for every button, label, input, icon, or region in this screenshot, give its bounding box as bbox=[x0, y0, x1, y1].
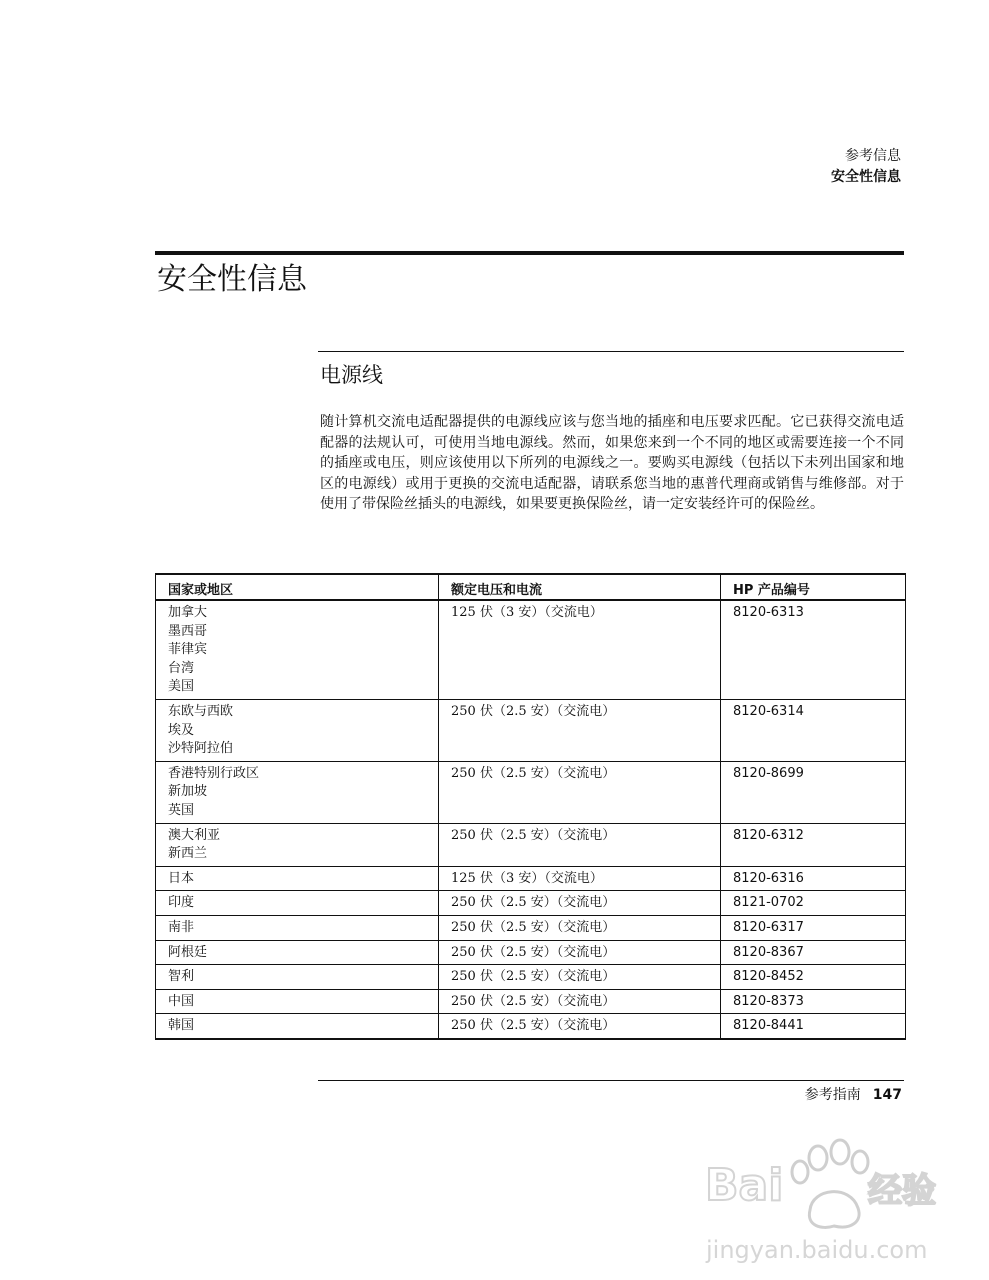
region-name: 美国 bbox=[168, 679, 195, 695]
table-row bbox=[156, 891, 906, 916]
cell-regions bbox=[156, 940, 439, 965]
table-row bbox=[156, 965, 906, 990]
running-header-section: 参考信息 bbox=[845, 148, 901, 164]
region-name: 新西兰 bbox=[168, 846, 208, 862]
region-name: 韩国 bbox=[168, 1018, 195, 1034]
region-name: 沙特阿拉伯 bbox=[168, 741, 234, 757]
cell-regions bbox=[156, 1014, 439, 1039]
table-row bbox=[156, 866, 906, 891]
section-paragraph: 随计算机交流电适配器提供的电源线应该与您当地的插座和电压要求匹配。它已获得交流电适配器的法规认可，可使用当地电源线。然而，如果您来到一个不同的地区或需要连接一个不同的插座或电压，则应该使用以下所列的电源线之一。要购买电源线（包括以下未列出国家和地区的电源线）或用于更换的交流电适配器，请联系您当地的惠普代理商或销售与维修部。对于使用了带保险丝插头的电源线，如果要更换保险丝，请一定安装经许可的保险丝。 bbox=[320, 414, 904, 513]
cell-rating: 125 伏（3 安）（交流电） bbox=[439, 600, 721, 699]
table-row bbox=[156, 600, 906, 699]
cell-regions bbox=[156, 823, 439, 866]
cell-part-number: 8120-6312 bbox=[721, 823, 906, 866]
section-title: 电源线 bbox=[320, 363, 383, 387]
table-row bbox=[156, 1014, 906, 1039]
cell-part-number: 8120-8367 bbox=[721, 940, 906, 965]
cell-rating: 250 伏（2.5 安）（交流电） bbox=[439, 891, 721, 916]
baidu-jingyan-watermark bbox=[700, 1130, 950, 1270]
region-name: 阿根廷 bbox=[168, 944, 208, 960]
cell-rating: 250 伏（2.5 安）（交流电） bbox=[439, 1014, 721, 1039]
table-row bbox=[156, 823, 906, 866]
table-row bbox=[156, 940, 906, 965]
footer-rule bbox=[318, 1080, 904, 1081]
cell-rating: 250 伏（2.5 安）（交流电） bbox=[439, 915, 721, 940]
cell-rating: 250 伏（2.5 安）（交流电） bbox=[439, 761, 721, 823]
svg-text:经验: 经验 bbox=[868, 1171, 936, 1211]
table-row bbox=[156, 915, 906, 940]
watermark-logo bbox=[700, 1130, 950, 1270]
cell-part-number: 8120-6317 bbox=[721, 915, 906, 940]
region-name: 新加坡 bbox=[168, 784, 208, 800]
cell-regions bbox=[156, 600, 439, 699]
table-row bbox=[156, 989, 906, 1014]
table-body bbox=[156, 600, 906, 1039]
cell-regions bbox=[156, 761, 439, 823]
page-title: 安全性信息 bbox=[157, 262, 307, 297]
region-name: 墨西哥 bbox=[168, 623, 208, 639]
watermark-url: jingyan.baidu.com bbox=[706, 1236, 928, 1264]
cell-part-number: 8120-8373 bbox=[721, 989, 906, 1014]
cell-regions bbox=[156, 965, 439, 990]
cell-part-number: 8120-8452 bbox=[721, 965, 906, 990]
cell-regions bbox=[156, 915, 439, 940]
cell-part-number: 8121-0702 bbox=[721, 891, 906, 916]
region-name: 台湾 bbox=[168, 660, 195, 676]
region-name: 智利 bbox=[168, 969, 195, 985]
region-name: 菲律宾 bbox=[168, 642, 208, 658]
page-number: 147 bbox=[872, 1087, 902, 1103]
region-name: 澳大利亚 bbox=[168, 827, 221, 843]
cell-rating: 250 伏（2.5 安）（交流电） bbox=[439, 965, 721, 990]
running-header-subsection: 安全性信息 bbox=[831, 169, 901, 185]
table-row bbox=[156, 699, 906, 761]
section-rule bbox=[318, 351, 904, 352]
cell-rating: 250 伏（2.5 安）（交流电） bbox=[439, 823, 721, 866]
column-header-rating: 额定电压和电流 bbox=[439, 574, 721, 600]
region-name: 日本 bbox=[168, 870, 195, 886]
page-footer bbox=[805, 1085, 902, 1105]
footer-guide-name: 参考指南 bbox=[804, 1087, 861, 1103]
region-name: 英国 bbox=[168, 802, 195, 818]
cell-part-number: 8120-6314 bbox=[721, 699, 906, 761]
column-header-region: 国家或地区 bbox=[156, 574, 439, 600]
region-name: 东欧与西欧 bbox=[168, 703, 234, 719]
region-name: 印度 bbox=[168, 895, 195, 911]
cell-regions bbox=[156, 699, 439, 761]
region-name: 中国 bbox=[168, 993, 195, 1009]
region-name: 香港特别行政区 bbox=[168, 765, 260, 781]
region-name: 南非 bbox=[168, 919, 195, 935]
cell-part-number: 8120-8699 bbox=[721, 761, 906, 823]
power-cord-table bbox=[155, 573, 906, 1040]
cell-rating: 250 伏（2.5 安）（交流电） bbox=[439, 940, 721, 965]
cell-part-number: 8120-8441 bbox=[721, 1014, 906, 1039]
cell-regions bbox=[156, 891, 439, 916]
watermark-logo-text: Bai bbox=[705, 1160, 784, 1211]
table-header-row bbox=[156, 574, 906, 600]
cell-rating: 250 伏（2.5 安）（交流电） bbox=[439, 699, 721, 761]
column-header-part-number: HP 产品编号 bbox=[721, 574, 906, 600]
cell-rating: 250 伏（2.5 安）（交流电） bbox=[439, 989, 721, 1014]
region-name: 埃及 bbox=[168, 722, 195, 738]
cell-part-number: 8120-6313 bbox=[721, 600, 906, 699]
cell-part-number: 8120-6316 bbox=[721, 866, 906, 891]
title-rule bbox=[155, 251, 904, 255]
cell-regions bbox=[156, 866, 439, 891]
table-row bbox=[156, 761, 906, 823]
cell-rating: 125 伏（3 安）（交流电） bbox=[439, 866, 721, 891]
cell-regions bbox=[156, 989, 439, 1014]
region-name: 加拿大 bbox=[168, 605, 208, 620]
